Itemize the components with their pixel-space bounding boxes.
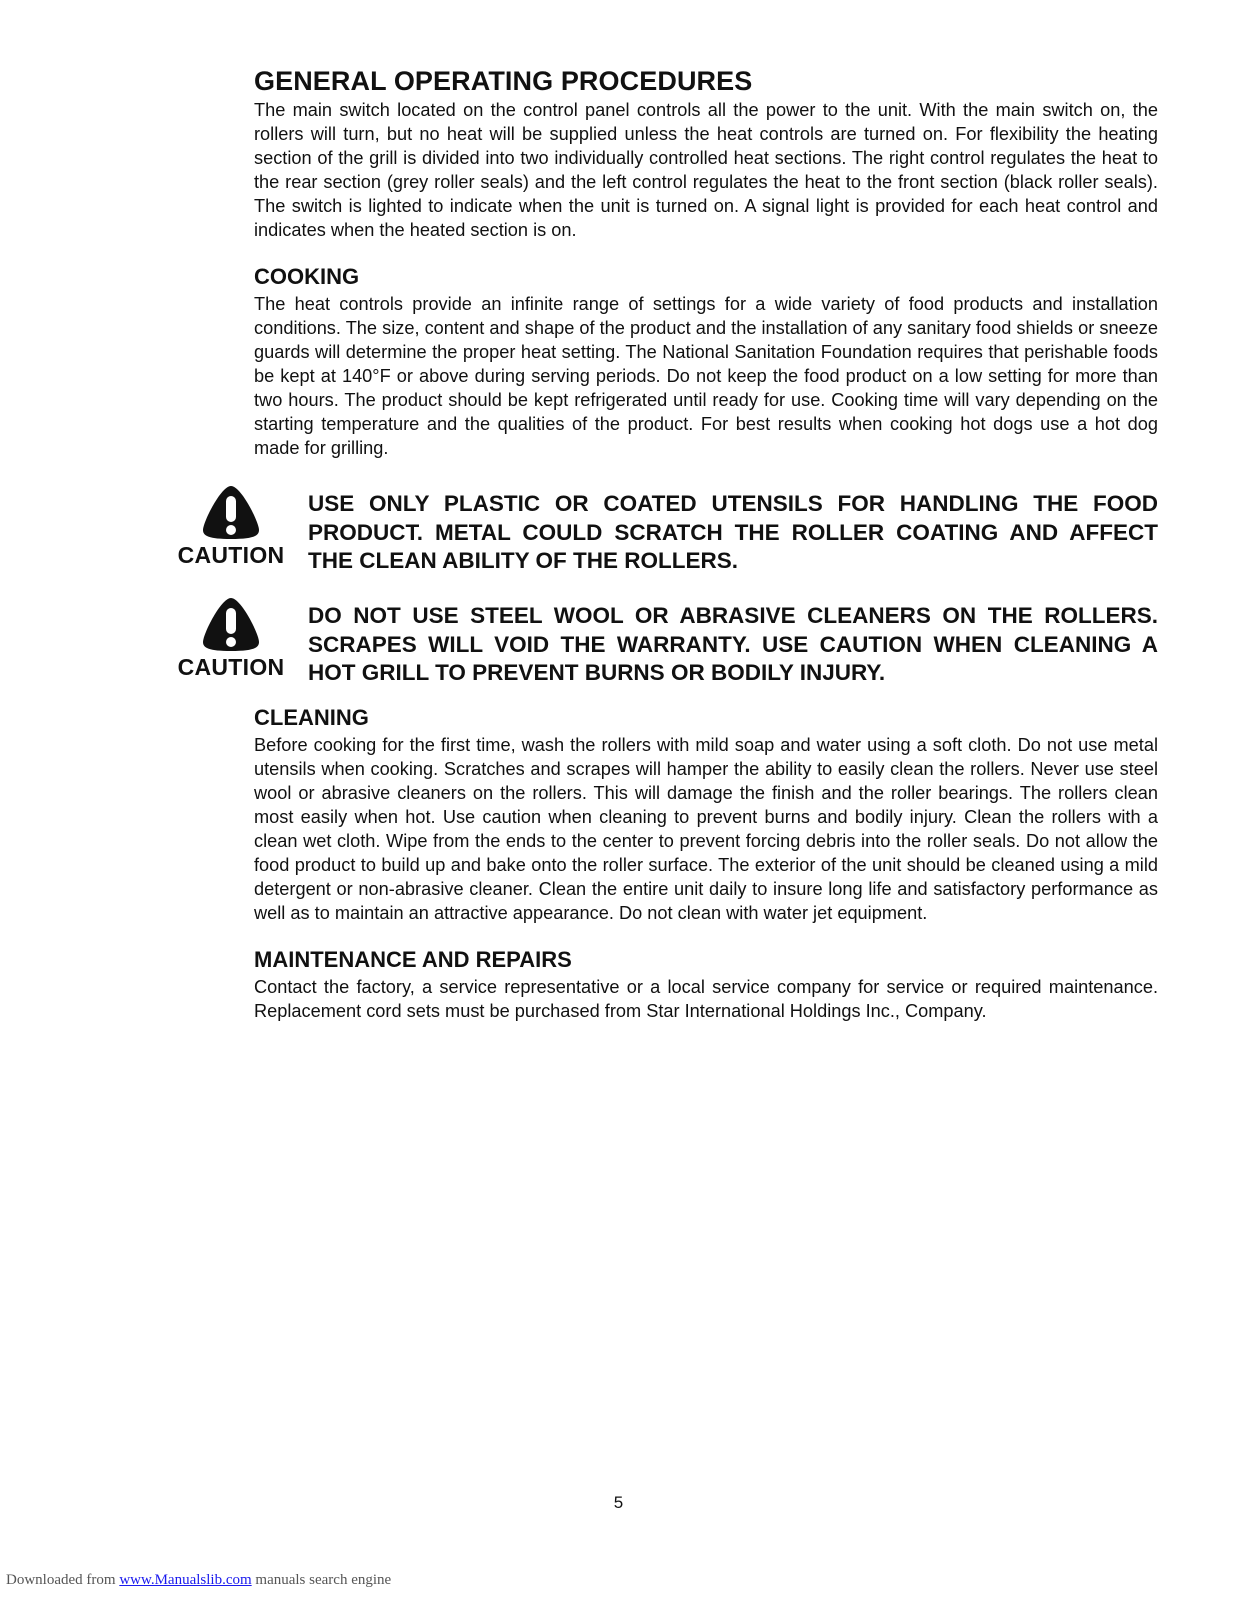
footer-suffix: manuals search engine <box>251 1572 392 1588</box>
cleaning-section <box>254 705 1158 925</box>
caution-icon-group <box>170 596 292 681</box>
maintenance-title: MAINTENANCE AND REPAIRS <box>254 947 572 972</box>
warning-exclamation-icon <box>199 596 263 652</box>
cleaning-title: CLEANING <box>254 705 369 730</box>
upper-content <box>254 66 1158 482</box>
warning-exclamation-icon <box>199 484 263 540</box>
cooking-title: COOKING <box>254 264 360 289</box>
maintenance-section <box>254 947 1158 1023</box>
caution-label: CAUTION <box>177 654 285 680</box>
caution-block-utensils <box>170 484 1158 576</box>
cooking-body: The heat controls provide an infinite range of settings for a wide variety of food products and installation conditions. The size, content and shape of the product and the installation of any sanitary food shields or sneeze guards will determine the proper heat setting. The National Sanitation Foundation requires that perishable foods be kept at 140°F or above during serving periods. Do not keep the food product on a low setting for more than two hours. The product should be kept refrigerated until ready for use. Cooking time will vary depending on the starting temperature and the qualities of the product. For best results when cooking hot dogs use a hot dog made for grilling. <box>254 294 1158 458</box>
footer-prefix: Downloaded from <box>6 1572 120 1588</box>
caution-block-cleaners <box>170 596 1158 688</box>
cooking-section <box>254 264 1158 460</box>
download-footer <box>6 1572 391 1589</box>
general-operating-section <box>254 66 1158 242</box>
caution-text-utensils: USE ONLY PLASTIC OR COATED UTENSILS FOR HANDLING THE FOOD PRODUCT. METAL COULD SCRATCH THE ROLLER COATING AND AFFECT THE CLEAN ABILITY OF THE ROLLERS. <box>308 491 1158 573</box>
manualslib-link[interactable]: www.Manualslib.com <box>119 1572 252 1588</box>
cleaning-body: Before cooking for the first time, wash the rollers with mild soap and water using a soft cloth. Do not use metal utensils when cooking. Scratches and scrapes will hamper the ability to easily clean the rollers. Never use steel wool or abrasive cleaners on the rollers. This will damage the finish and the roller bearings. The rollers clean most easily when hot. Use caution when cleaning to prevent burns and bodily injury. Clean the rollers with a clean wet cloth. Wipe from the ends to the center to prevent forcing debris into the roller seals. Do not allow the food product to build up and bake onto the roller surface. The exterior of the unit should be cleaned using a mild detergent or non-abrasive cleaner. Clean the entire unit daily to insure long life and satisfactory performance as well as to maintain an attractive appearance. Do not clean with water jet equipment. <box>254 735 1158 923</box>
maintenance-body: Contact the factory, a service representative or a local service company for service or required maintenance. Replacement cord sets must be purchased from Star International Holdings Inc., Company. <box>254 977 1158 1021</box>
page-number: 5 <box>613 1493 624 1512</box>
caution-label: CAUTION <box>177 542 285 568</box>
general-operating-title: GENERAL OPERATING PROCEDURES <box>254 66 753 96</box>
general-operating-body: The main switch located on the control panel controls all the power to the unit. With the main switch on, the rollers will turn, but no heat will be supplied unless the heat controls are turned on. For flexibility the heating section of the grill is divided into two individually controlled heat sections. The right control regulates the heat to the rear section (grey roller seals) and the left control regulates the heat to the front section (black roller seals). The switch is lighted to indicate when the unit is turned on. A signal light is provided for each heat control and indicates when the heated section is on. <box>254 100 1158 240</box>
caution-text-cleaners: DO NOT USE STEEL WOOL OR ABRASIVE CLEANERS ON THE ROLLERS. SCRAPES WILL VOID THE WARRANTY. USE CAUTION WHEN CLEANING A HOT GRILL TO PREVENT BURNS OR BODILY INJURY. <box>308 603 1158 685</box>
lower-content <box>254 705 1158 1045</box>
caution-icon-group <box>170 484 292 569</box>
